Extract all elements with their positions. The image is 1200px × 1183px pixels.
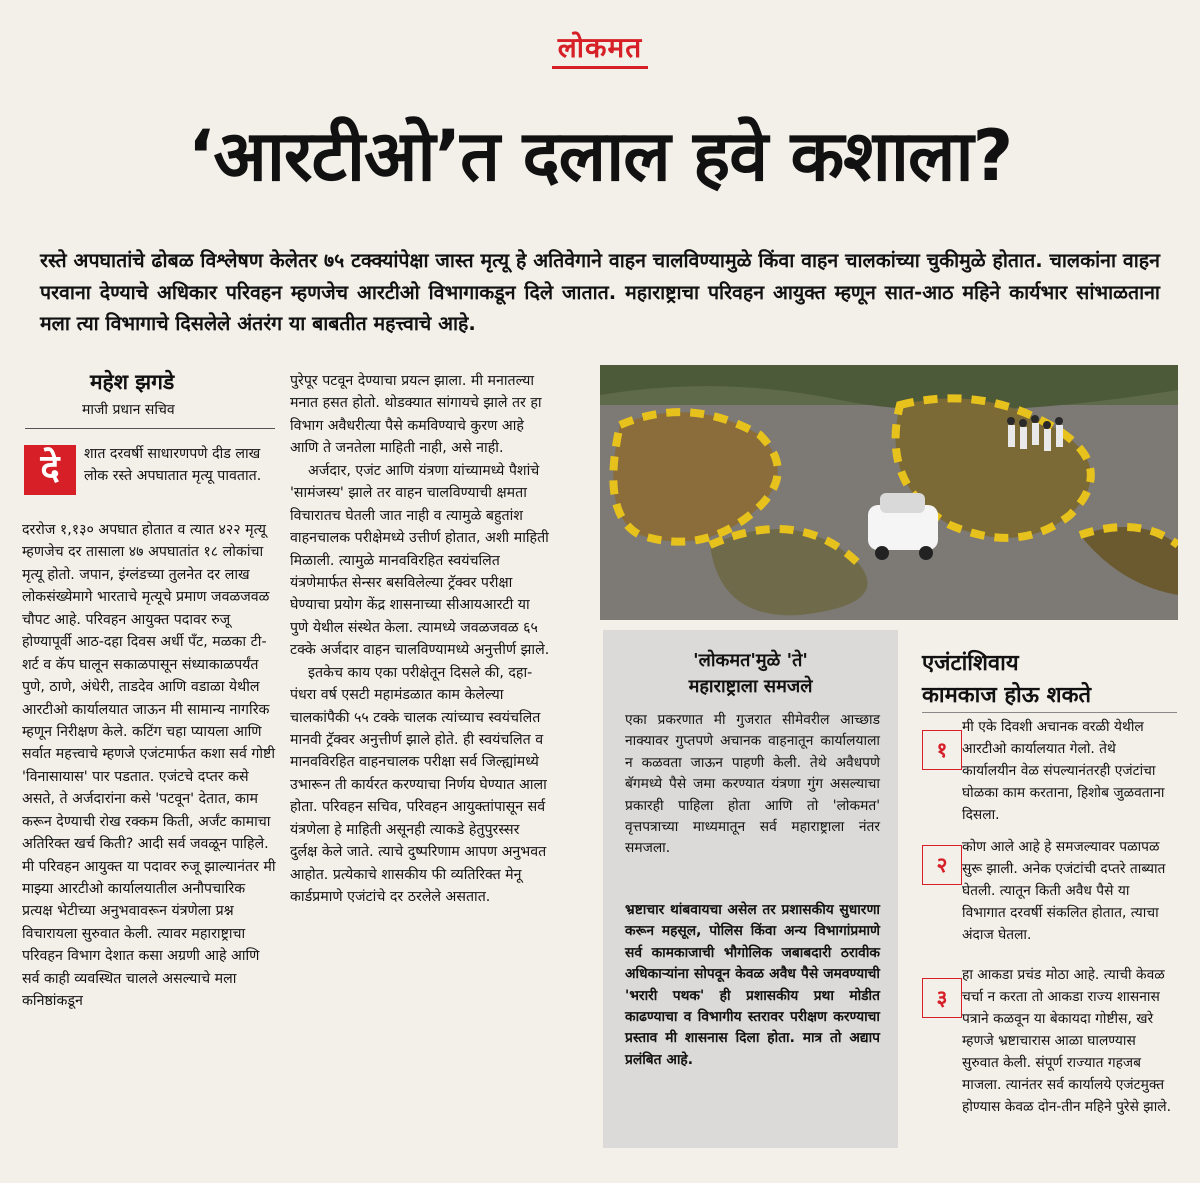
article-paragraph: इतकेच काय एका परीक्षेतून दिसले की, दहा-पंधरा वर्ष एसटी महामंडळात काम केलेल्या चालकांपैकी ५५ टक्के चालक त्यांच्याच स्वयंचलित मानवी ट्रॅक्वर अनुत्तीर्ण झाले होते. ही स्वयंचलित व मानवविरहित वाहनचालक परीक्षा सर्व जिल्ह्यांमध्ये उभारून ती कार्यरत करण्याचा निर्णय घेण्यात आला होता. परिवहन सचिव, परिवहन आयुक्तांपासून सर्व यंत्रणेला हे माहिती असूनही त्याकडे हेतुपुरस्सर दुर्लक्ष केले जाते. त्याचे दुष्परिणाम आपण अनुभवत आहोत. प्रत्येकाचे शासकीय फी व्यतिरिक्त मेनू कार्डप्रमाणे एजंटांचे दर ठरलेले असतात.: [290, 664, 547, 906]
sidebar-box: [603, 630, 898, 1148]
article-paragraph: अर्जदार, एजंट आणि यंत्रणा यांच्यामध्ये पैशांचे 'सामंजस्य' झाले तर वाहन चालविण्याची क्षमता विचारातच घेतली जात नाही व त्यामुळे बहुतांश वाहनचालक परीक्षेमध्ये उत्तीर्ण होतात, अशी माहिती मिळाली. त्यामुळे मानवविरहित स्वयंचलित यंत्रणेमार्फत सेन्सर बसविलेल्या ट्रॅक्वर परीक्षा घेण्याचा प्रयोग केंद्र शासनाच्या सीआयआरटी या पुणे येथील संस्थेत केला. त्यामध्ये जवळजवळ ६५ टक्के अर्जदार वाहन चालविण्यामध्ये अनुत्तीर्ण झाले.: [290, 462, 550, 659]
sidebar-title-line: महाराष्ट्राला समजले: [688, 676, 813, 698]
right-title-line: एजंटांशिवाय: [922, 651, 1019, 676]
article-paragraph: पुरेपूर पटवून देण्याचा प्रयत्न झाला. मी मनातल्या मनात हसत होतो. थोडक्यात सांगायचे झाले तर हा विभाग अवैधरीत्या पैसे कमविण्याचे कुरण आहे आणि ते जनतेला माहिती नाही, असे नाही.: [290, 373, 542, 457]
sidebar-paragraph: भ्रष्टाचार थांबवायचा असेल तर प्रशासकीय सुधारणा करून महसूल, पोलिस किंवा अन्य विभागांप्रमाणे सर्व कामकाजाची भौगोलिक जबाबदारी ठरावीक अधिकाऱ्यांना सोपवून केवळ अवैध पैसे जमवण्याची 'भरारी पथक' ही प्रशासकीय प्रथा मोडीत काढण्याचा व विभागीय स्तरावर परीक्षण करण्याचा प्रस्ताव मी शासनास दिला होता. मात्र तो अद्याप प्रलंबित आहे.: [625, 902, 880, 1068]
right-column-title: [922, 648, 1172, 712]
sidebar-paragraph: एका प्रकरणात मी गुजरात सीमेवरील आच्छाड नाक्यावर गुप्तपणे अचानक वाहनातून कार्यालयाला न कळवता जाऊन पाहणी केली. तेथे अवैधपणे बॅगमध्ये पैसे जमा करण्यात यंत्रणा गुंग असल्याचा प्रकारही पाहिला होता आणि तो 'लोकमत' वृत्तपत्राच्या माध्यमातून सर्व महाराष्ट्राला नंतर समजला.: [625, 712, 880, 857]
author-role: माजी प्रधान सचिव: [82, 402, 175, 418]
photo-illustration: [600, 365, 1178, 620]
point-number-badge: ३: [922, 978, 962, 1018]
point-text: हा आकडा प्रचंड मोठा आहे. त्याची केवळ चर्चा न करता तो आकडा राज्य शासनास पत्राने कळवून या बेकायदा गोष्टीस, खरे म्हणजे भ्रष्टाचारास आळा घालण्यास सुरुवात केली. संपूर्ण राज्यात गहजब माजला. त्यानंतर सर्व कार्यालये एजंटमुक्त होण्यास केवळ दोन-तीन महिने पुरेसे झाले.: [962, 967, 1172, 1116]
point-number-badge: २: [922, 845, 962, 885]
article-column-2: [290, 370, 550, 909]
point-text: मी एके दिवशी अचानक वरळी येथील आरटीओ कार्यालयात गेलो. तेथे कार्यालयीन वेळ संपल्यानंतरही एजंटांचा घोळका काम करताना, हिशोब जुळवताना दिसला.: [962, 719, 1165, 824]
author-name: महेश झगडे: [90, 370, 175, 394]
drop-cap: दे: [24, 445, 76, 495]
publication-logo: लोकमत: [552, 28, 648, 69]
right-column-divider: [922, 712, 1177, 713]
sidebar-title-line: 'लोकमत'मुळे 'ते': [693, 650, 808, 671]
article-lead-text: शात दरवर्षी साधारणपणे दीड लाख लोक रस्ते अपघातात मृत्यू पावतात.: [84, 446, 262, 485]
article-column-1: [22, 519, 277, 1013]
right-title-line: कामकाज होऊ शकते: [922, 682, 1092, 708]
article-deck: रस्ते अपघातांचे ढोबळ विश्लेषण केलेतर ७५ टक्क्यांपेक्षा जास्त मृत्यू हे अतिवेगाने वाहन चालविण्यामुळे किंवा वाहन चालकांच्या चुकीमुळे होतात. चालकांना वाहन परवाना देण्याचे अधिकार परिवहन म्हणजेच आरटीओ विभागाकडून दिले जातात. महाराष्ट्राचा परिवहन आयुक्त म्हणून सात-आठ महिने कार्यभार सांभाळताना मला त्या विभागाचे दिसलेले अंतरंग या बाबतीत महत्त्वाचे आहे.: [40, 249, 1160, 336]
sidebar-box-title: [603, 648, 898, 700]
point-text: कोण आले आहे हे समजल्यावर पळापळ सुरू झाली. अनेक एजंटांची दप्तरे ताब्यात घेतली. त्यातून किती अवैध पैसे या विभागात दरवर्षी संकलित होतात, त्याचा अंदाज घेतला.: [962, 839, 1166, 944]
article-headline: ‘आरटीओ’त दलाल हवे कशाला?: [187, 115, 1013, 197]
driving-test-track-photo: [600, 365, 1178, 620]
article-paragraph: दररोज १,१३० अपघात होतात व त्यात ४२२ मृत्यू म्हणजेच दर तासाला ४७ अपघातांत १८ लोकांचा मृत्यू होतो. जपान, इंग्लंडच्या तुलनेत दर लाख लोकसंख्येमागे भारताचे मृत्यूचे प्रमाण जवळजवळ चौपट आहे. परिवहन आयुक्त पदावर रुजू होण्यापूर्वी आठ-दहा दिवस अर्धी पँट, मळका टी-शर्ट व कॅप घालून सकाळपासून संध्याकाळपर्यंत पुणे, ठाणे, अंधेरी, ताडदेव आणि वडाळा येथील आरटीओ कार्यालयात जाऊन मी सामान्य नागरिक म्हणून निरीक्षण केले. कटिंग चहा प्यायला आणि सर्वात महत्त्वाचे म्हणजे एजंटमार्फत कशा सर्व गोष्टी 'विनासायास' पार पडतात. एजंटचे दप्तर कसे असते, ते अर्जदारांना कसे 'पटवून' देतात, काम करून देण्याची रोख रक्कम किती, अर्जंट कामाचा अतिरिक्त खर्च किती? आदी सर्व जवळून पाहिले. मी परिवहन आयुक्त या पदावर रुजू झाल्यानंतर मी माझ्या आरटीओ कार्यालयातील अनौपचारिक प्रत्यक्ष भेटीच्या अनुभवावरून यंत्रणेला प्रश्न विचारायला सुरुवात केली. त्यावर महाराष्ट्राचा परिवहन विभाग देशात कसा अग्रणी आहे आणि सर्व काही व्यवस्थित चालले असल्याचे मला कनिष्ठांकडून: [22, 522, 276, 1010]
masthead: [0, 28, 1200, 69]
point-number-badge: १: [922, 730, 962, 770]
byline-divider: [25, 428, 275, 429]
